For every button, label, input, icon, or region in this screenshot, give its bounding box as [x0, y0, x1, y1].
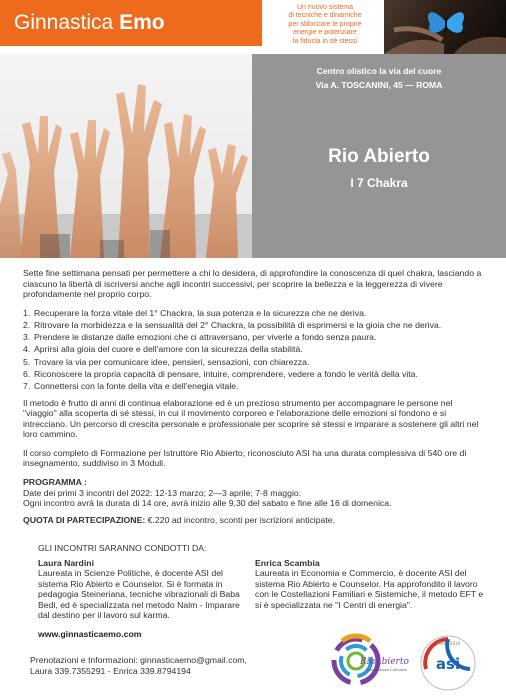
quota: [23, 515, 483, 526]
body-text: [23, 268, 483, 537]
brand-word-1: Ginnastica: [14, 11, 114, 34]
quota-value: €.220 ad incontro, sconti per iscrizioni anticipate.: [145, 514, 336, 525]
svg-text:Associazione Culturale: Associazione Culturale: [366, 668, 407, 672]
list-text: Aprirsi alla gioia del cuore e dell'amore con la sicurezza della stabilità.: [34, 344, 303, 355]
tagline-line: di tecniche e dinamiche: [288, 12, 362, 20]
intro-paragraph: Sette fine settimana pensati per permettere a chi lo desidera, di approfondire la conoscenza di quel chakra, lasciando a ciascuno la libertà di iscriversi anche agli incontri successivi, per scoprire la bellezza e la leggerezza di vivere profondamente nel proprio corpo.: [23, 268, 482, 300]
svg-text:RioAbierto: RioAbierto: [360, 657, 409, 667]
program-hours: Ogni incontro avrà la durata di 14 ore, avrà inizio alle 9,30 del sabato e fine alle 16 di domenica.: [23, 498, 392, 509]
instructor-enrica: [255, 558, 485, 610]
tagline-line: energie e potenziare: [293, 29, 357, 37]
page-title: Rio Abierto: [328, 146, 430, 167]
contacts-line-2: Laura 339.7355291 - Enrica 339.8794194: [30, 665, 191, 676]
list-number: 5.: [23, 356, 31, 367]
instructor-bio: Laureata in Economia e Commercio, è docente ASI del sistema Rio Abierto e Counselor. Ha approfondito il lavoro con le Costellazioni Familiari e Sistemiche, il metodo EFT e si è specializzata ne "I Centri di energia".: [255, 568, 484, 610]
list-item: [23, 332, 483, 343]
list-item: [23, 381, 483, 392]
list-item: [23, 369, 483, 380]
tagline-line: la fiducia in sé stessi: [292, 37, 358, 45]
chakra-list: [23, 308, 483, 392]
course-paragraph: Il corso completo di Formazione per Istruttore Rio Abierto, riconosciuto ASI ha una durata complessiva di 540 ore di insegnamento, suddiviso in 3 Moduli.: [23, 447, 467, 469]
list-text: Prendere le distanze dalle emozioni che ci attraversano, per viverle a fondo senza paura.: [34, 332, 377, 343]
asi-logo: [418, 633, 478, 693]
method-paragraph: Il metodo è frutto di anni di continua elaborazione ed è un prezioso strumento per accompagnare le persone nel "viaggio" alla scoperta di sé stessi, in cui il movimento corporeo e l'elaborazione delle emozioni si fondono e si intrecciano. Un percorso di crescita personale e professionale per scoprire sé stessi e imparare a sostenere gli altri nel loro cammino.: [23, 397, 479, 440]
list-number: 6.: [23, 368, 31, 379]
list-text: Trovare la via per comunicare idee, pensieri, sensazioni, con chiarezza.: [34, 356, 310, 367]
brand-word-2: Emo: [119, 11, 165, 34]
list-item: [23, 308, 483, 319]
instructor-name: Enrica Scambia: [255, 558, 320, 568]
tagline: [272, 4, 378, 46]
list-number: 3.: [23, 332, 31, 343]
tagline-line: Un nuovo sistema: [296, 4, 354, 11]
center-name: Centro olistico la via del cuore: [316, 66, 442, 76]
list-text: Ritrovare la morbidezza e la sensualità del 2° Chackra, la possibilità di esprimersi e la gioia che ne deriva.: [34, 319, 442, 330]
instructor-name: Laura Nardini: [38, 558, 94, 568]
instructor-bio: Laureata in Scienze Politiche, è docente ASI del sistema Rio Abierto e Counselor. Si è formata in pedagogia Steineriana, tecniche vibrazionali di Baba Bedi, ed è specializzata nel metodo Nalm - Imparare dal destino per il lavoro sul karma.: [38, 568, 240, 621]
list-number: 7.: [23, 380, 31, 391]
instructor-laura: [38, 558, 243, 620]
list-number: 2.: [23, 319, 31, 330]
list-item: [23, 357, 483, 368]
svg-text:1994 · 2019: 1994 · 2019: [435, 641, 461, 646]
page-subtitle: I 7 Chakra: [350, 176, 408, 190]
quota-label: QUOTA DI PARTECIPAZIONE:: [23, 514, 146, 525]
list-text: Connettersi con la fonte della vita e dell'enegia vitale.: [34, 380, 239, 391]
raised-hands-photo: [0, 54, 252, 258]
list-text: Recuperare la forza vitale del 1° Chackra, la sua potenza e la sicurezza che ne deriva.: [34, 307, 367, 318]
butterfly-hands-photo: [384, 0, 506, 54]
list-item: [23, 320, 483, 331]
rio-abierto-logo: [330, 633, 410, 689]
contacts: [30, 655, 247, 676]
list-item: [23, 344, 483, 355]
tagline-line: per sbloccare le proprie: [288, 20, 362, 28]
list-number: 1.: [23, 307, 31, 318]
center-address: Via A. TOSCANINI, 45 — ROMA: [315, 80, 443, 90]
conducted-title: GLI INCONTRI SARANNO CONDOTTI DA:: [38, 543, 207, 553]
svg-text:asi: asi: [435, 655, 461, 673]
brand-title: [14, 11, 165, 35]
contacts-line-1: Prenotazioni e Informazioni: ginnasticaemo@gmail.com,: [30, 655, 247, 665]
program-title: PROGRAMMA :: [23, 477, 87, 488]
program-dates: Date dei primi 3 incontri del 2022: 12-13 marzo; 2—3 aprile; 7-8 maggio.: [23, 487, 302, 498]
website-link[interactable]: www.ginnasticaemo.com: [38, 629, 142, 639]
list-number: 4.: [23, 344, 31, 355]
list-text: Riconoscere la propria capacità di pensare, intuire, comprendere, vedere a fondo le verità della vita.: [34, 368, 418, 379]
